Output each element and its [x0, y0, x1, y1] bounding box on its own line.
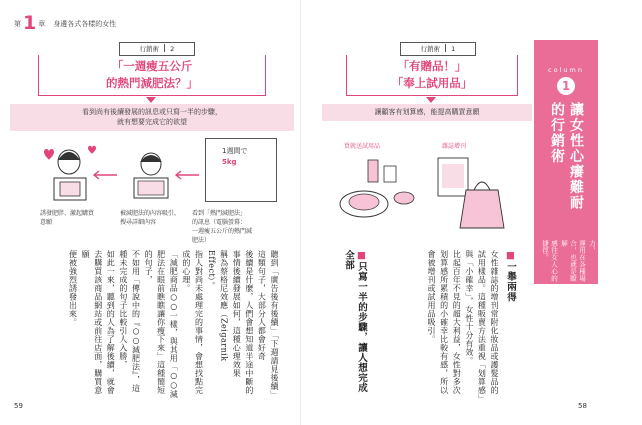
- caption-3: [192, 209, 252, 245]
- tab-label: 行銷術: [139, 45, 160, 53]
- left-title-line1: 「一週瘦五公斤: [111, 59, 193, 73]
- left-body-p9: 便被強烈誘發出來。: [68, 250, 78, 327]
- page-number-left: 59: [14, 402, 23, 410]
- right-title-line2: 「奉上試用品」: [391, 76, 473, 90]
- caption-3-line4: 肥法）: [192, 237, 211, 244]
- right-title-line1: 「有贈品！」: [397, 59, 467, 73]
- left-summary-band: [10, 104, 294, 131]
- column-sub1: 讓女性不知不覺買下商品的行銷: [616, 240, 642, 282]
- chapter-suffix: 章: [38, 20, 46, 28]
- caption-1-line1: 誘發肥胖、激起購買: [40, 210, 95, 217]
- left-body-p5: 「減肥商品○○一樣，與其用「○○減肥法在眼前瞧瞧讓你瘦下來」這種簡短: [156, 250, 179, 399]
- left-title-line2: 的熱門減肥法？」: [106, 76, 198, 90]
- column-sub4: 感往女人心的捷徑。: [541, 240, 558, 282]
- heading-half-steps-text: 只寫一半的步驟，讓人想完成全部: [343, 250, 367, 393]
- left-band-line2: 就有想要完成它的欲望: [117, 118, 187, 126]
- chapter-header: [14, 12, 116, 34]
- screen-line2: 5kg: [222, 158, 237, 166]
- magazine-tote-illustration: [432, 152, 512, 232]
- column-number: 1: [561, 79, 571, 93]
- arrow-left-icon: [91, 170, 119, 180]
- tab-number: 1: [451, 45, 456, 53]
- caption-3-line1: 看到「熱門減肥法」: [192, 210, 247, 217]
- arrow-left-icon: [173, 170, 201, 180]
- column-title: [548, 102, 584, 232]
- arrow-down-icon: [146, 97, 156, 103]
- page-gutter: [300, 0, 301, 425]
- column-label: column: [548, 66, 584, 74]
- left-body-p7: 不如用「傳說中的『○○減肥法』，這種未完成的句子比較引人入勝，: [118, 250, 141, 393]
- left-body-p3: 稱為蔡格尼效應（Zeigarnik Effect）。: [207, 250, 229, 362]
- heart-icon: [44, 149, 54, 160]
- caption-2-line1: 被減肥法的內容吸引，: [120, 210, 181, 217]
- column-sub2: 法中，心理學助了一臂之力，: [588, 240, 614, 282]
- tab-label: 行銷術: [420, 45, 441, 53]
- caption-freebie-samples: 買就送試用品: [344, 143, 381, 150]
- left-body-p2: 後續是什麼，人們會想知道半途中斷的事情後續發展如何，這種心理效果: [232, 250, 254, 395]
- left-body-p6: 的句子，: [144, 250, 154, 284]
- cosmetic-samples-illustration: [334, 154, 424, 224]
- chapter-number: 1: [23, 12, 37, 34]
- laptop-screen-text: [222, 146, 247, 168]
- left-body-p1: 聽到「廣告後有後續」「下週請見後續」這類句子，大部分人都會好奇: [257, 250, 279, 399]
- left-callout-box: [38, 55, 266, 96]
- caption-1-line2: 意願: [40, 219, 53, 226]
- right-body-text: [395, 250, 500, 400]
- column-sub3: 運用在各種場合，也就是瞭解: [560, 240, 586, 282]
- right-summary-band: [322, 104, 532, 121]
- caption-2: [120, 209, 180, 227]
- left-band-line1: 看到尚有後續發展的訊息或只寫一半的步驟，: [82, 108, 222, 116]
- arrow-down-icon: [426, 97, 436, 103]
- column-title-line1: 讓女性心癢難耐: [568, 102, 584, 211]
- tab-number: 2: [170, 45, 175, 53]
- caption-3-line3: 一週瘦五公斤的熱門減: [192, 228, 253, 235]
- column-number-badge: [557, 77, 575, 95]
- chapter-prefix: 第: [14, 20, 21, 28]
- heading-two-birds-text: 一舉兩得: [505, 261, 516, 303]
- caption-3-line2: 的訊息（電腦螢幕：: [192, 219, 247, 226]
- right-body-p2: 比起百年不見的超大利益，女性對多次划算感所累積的小確幸比較有感，所以會被增刊或試用品吸引。: [427, 250, 462, 395]
- heading-half-steps: ■只寫一半的步驟，讓人想完成全部: [343, 250, 367, 393]
- left-body-p4: 指人對尚未處理完的事情，會想找點完成的心理。: [181, 250, 204, 395]
- column-title-line2: 的行銷術: [549, 102, 565, 164]
- page-number-right: 58: [578, 402, 587, 410]
- chapter-title: 身邊各式各樣的女性: [53, 20, 117, 28]
- caption-2-line2: 搜尋詳細內容: [120, 219, 157, 226]
- left-body-text: [68, 250, 280, 400]
- section-tab-2: [119, 42, 195, 56]
- caption-1: [40, 209, 94, 227]
- section-tab-1: [400, 42, 476, 56]
- screen-line1: 1週間で: [222, 147, 248, 155]
- right-body-p1: 女性雜誌的增刊常附化妝品或護髮品的試用樣品。這種販賣方法重視「划算感」與「小確幸」，女性十分有效。: [464, 250, 499, 399]
- left-body-p8: 如此一來，聽到的人為了解後續，就會去購買該商品網站或前往店面，購買意願: [81, 250, 116, 395]
- column-subtitle: [540, 240, 642, 284]
- right-callout-box: [346, 55, 518, 96]
- caption-magazine-supplement: 雜誌增刊: [442, 143, 467, 150]
- right-band-line1: 讓顧客有划算感，能提高購買意願: [374, 108, 480, 116]
- heading-two-birds: ■一舉兩得: [505, 250, 516, 303]
